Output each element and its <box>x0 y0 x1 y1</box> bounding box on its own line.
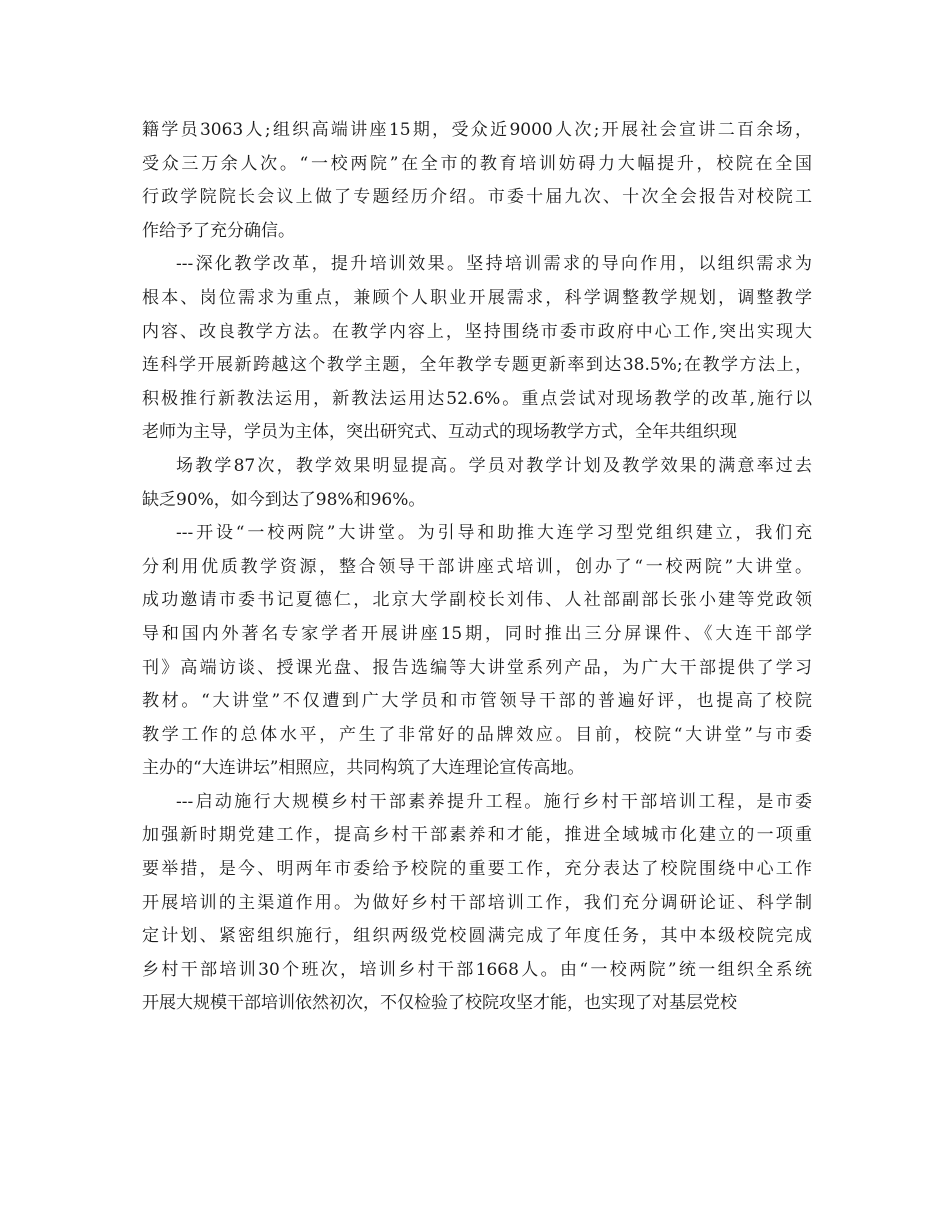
text-line: 乡村干部培训30个班次，培训乡村干部1668人。由“一校两院”统一组织全系统 <box>142 959 812 980</box>
text-line: 老师为主导，学员为主体，突出研究式、互动式的现场教学方式，全年共组织现 <box>142 422 737 443</box>
text-line: 籍学员3063人;组织高端讲座15期，受众近9000人次;开展社会宣讲二百余场， <box>142 120 812 140</box>
text-line: 刊》高端访谈、授课光盘、报告选编等大讲堂系列产品，为广大干部提供了学习 <box>142 657 812 678</box>
text-line: 教材。“大讲堂”不仅遭到广大学员和市管领导干部的普遍好评，也提高了校院 <box>142 691 812 712</box>
text-line: 缺乏90%，如今到达了98%和96%。 <box>142 489 426 510</box>
text-line: ---开设“一校两院”大讲堂。为引导和助推大连学习型党组织建立，我们充 <box>176 523 812 544</box>
text-line: 要举措，是今、明两年市委给予校院的重要工作，充分表达了校院围绕中心工作 <box>142 859 812 880</box>
text-line: 分利用优质教学资源，整合领导干部讲座式培训，创办了“一校两院”大讲堂。 <box>142 556 812 577</box>
text-line: 受众三万余人次。“一校两院”在全市的教育培训妨碍力大幅提升，校院在全国 <box>142 153 812 174</box>
text-line: 场教学87次，教学效果明显提高。学员对教学计划及教学效果的满意率过去 <box>176 455 812 476</box>
text-line: ---启动施行大规模乡村干部素养提升工程。施行乡村干部培训工程，是市委 <box>176 791 812 812</box>
text-line: 定计划、紧密组织施行，组织两级党校圆满完成了年度任务，其中本级校院完成 <box>142 926 812 947</box>
text-line: 开展培训的主渠道作用。为做好乡村干部培训工作，我们充分调研论证、科学制 <box>142 892 812 913</box>
text-line: 积极推行新教法运用，新教法运用达52.6%。重点尝试对现场教学的改革,施行以 <box>142 388 812 409</box>
text-line: 开展大规模干部培训依然初次，不仅检验了校院攻坚才能，也实现了对基层党校 <box>142 993 737 1014</box>
document-body <box>142 114 812 1021</box>
text-line: 连科学开展新跨越这个教学主题，全年教学专题更新率到达38.5%;在教学方法上， <box>142 355 812 376</box>
text-line: 作给予了充分确信。 <box>142 220 295 241</box>
text-line: 成功邀请市委书记夏德仁，北京大学副校长刘伟、人社部副部长张小建等党政领 <box>142 590 812 611</box>
text-line: 主办的“大连讲坛”相照应，共同构筑了大连理论宣传高地。 <box>142 758 585 779</box>
text-line: 内容、改良教学方法。在教学内容上，坚持围绕市委市政府中心工作,突出实现大 <box>142 321 812 342</box>
text-line: ---深化教学改革，提升培训效果。坚持培训需求的导向作用，以组织需求为 <box>176 254 812 275</box>
text-line: 加强新时期党建工作，提高乡村干部素养和才能，推进全域城市化建立的一项重 <box>142 825 812 846</box>
text-line: 行政学院院长会议上做了专题经历介绍。市委十届九次、十次全会报告对校院工 <box>142 187 812 208</box>
text-line: 教学工作的总体水平，产生了非常好的品牌效应。目前，校院“大讲堂”与市委 <box>142 724 812 745</box>
text-line: 导和国内外著名专家学者开展讲座15期，同时推出三分屏课件、《大连干部学 <box>142 623 812 644</box>
text-line: 根本、岗位需求为重点，兼顾个人职业开展需求，科学调整教学规划，调整教学 <box>142 287 812 308</box>
